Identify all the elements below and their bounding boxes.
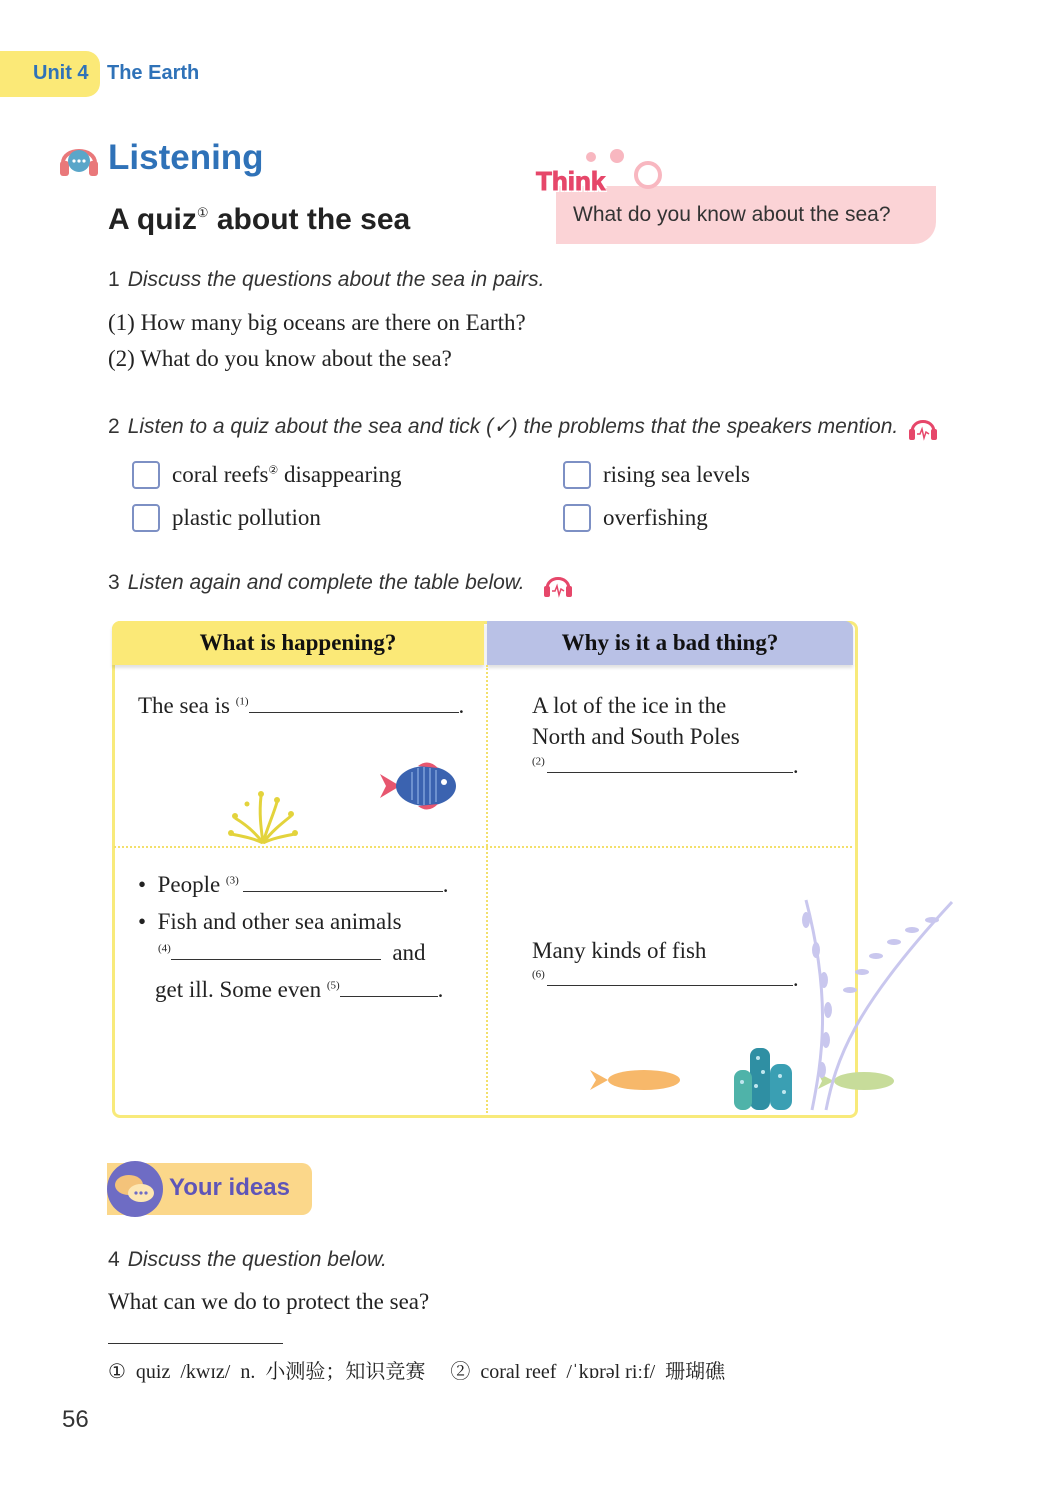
page-number: 56 xyxy=(62,1406,89,1433)
cell-fish-blank-6: $^{(6)}$ . xyxy=(532,966,799,991)
task4-question: What can we do to protect the sea? xyxy=(108,1289,430,1314)
cell-people: • People $^{(3)}$ . xyxy=(138,872,449,897)
cell-ice-blank: $^{(2)}$ . xyxy=(532,753,799,778)
task1-instruction: 1 Discuss the questions about the sea in pairs. xyxy=(108,268,545,291)
checkbox-coral-reefs[interactable] xyxy=(132,461,160,489)
blank-6[interactable] xyxy=(547,984,793,986)
blank-1[interactable] xyxy=(249,711,459,713)
cell-sea-is: The sea is $^{(1)}$ . xyxy=(138,693,465,718)
blank-2[interactable] xyxy=(547,771,793,773)
table-divider-horizontal xyxy=(114,846,852,848)
table-header-why-bad: Why is it a bad thing? xyxy=(487,621,853,665)
think-question: What do you know about the sea? xyxy=(573,203,891,226)
blank-4[interactable] xyxy=(171,958,381,960)
task1-question-1: (1) How many big oceans are there on Earth? xyxy=(108,310,526,335)
your-ideas-label: Your ideas xyxy=(169,1174,290,1201)
orange-fish-decoration xyxy=(588,1066,682,1094)
checkbox-rising-sea-levels[interactable] xyxy=(563,461,591,489)
option-rising-sea-levels: rising sea levels xyxy=(603,462,750,487)
cell-get-ill: get ill. Some even $^{(5)}$ . xyxy=(155,977,444,1002)
headphones-icon xyxy=(58,137,100,181)
audio-icon xyxy=(908,414,938,442)
blank-5[interactable] xyxy=(340,995,438,997)
coral-decoration xyxy=(225,788,300,844)
blank-3[interactable] xyxy=(243,890,443,892)
table-divider-vertical xyxy=(486,665,488,1113)
checkbox-overfishing[interactable] xyxy=(563,504,591,532)
unit-title: The Earth xyxy=(107,62,200,84)
footnote-rule xyxy=(108,1343,283,1344)
cell-ice-line1: A lot of the ice in the xyxy=(532,693,727,718)
speech-bubbles-icon xyxy=(107,1161,163,1217)
option-overfishing: overfishing xyxy=(603,505,708,530)
think-label: Think xyxy=(536,166,606,196)
task2-instruction: 2 Listen to a quiz about the sea and tick (✓) the problems that the speakers mention. xyxy=(108,415,899,438)
option-plastic-pollution: plastic pollution xyxy=(172,505,321,530)
table-header-happening: What is happening? xyxy=(112,621,484,665)
cell-ice-line2: North and South Poles xyxy=(532,724,740,749)
cell-fish-blank: $^{(4)}$ and xyxy=(158,940,426,965)
footnotes: ① quiz /kwɪz/ n. 小测验；知识竞赛 ② coral reef /ˈkɒrəl riːf/ 珊瑚礁 xyxy=(108,1361,726,1383)
fish-decoration xyxy=(378,758,458,814)
cell-kinds-of-fish: Many kinds of fish xyxy=(532,938,707,963)
checkbox-plastic-pollution[interactable] xyxy=(132,504,160,532)
task4-instruction: 4 Discuss the question below. xyxy=(108,1248,387,1271)
section-title: Listening xyxy=(108,138,264,177)
lesson-title: A quiz① about the sea xyxy=(108,203,411,236)
unit-number: Unit 4 xyxy=(33,62,89,84)
audio-icon xyxy=(543,571,573,599)
cell-fish-animals: • Fish and other sea animals xyxy=(138,909,402,934)
seaweed-decoration xyxy=(782,890,962,1115)
task1-question-2: (2) What do you know about the sea? xyxy=(108,346,452,371)
task3-instruction: 3 Listen again and complete the table below. xyxy=(108,571,525,594)
option-coral-reefs: coral reefs② disappearing xyxy=(172,462,402,487)
